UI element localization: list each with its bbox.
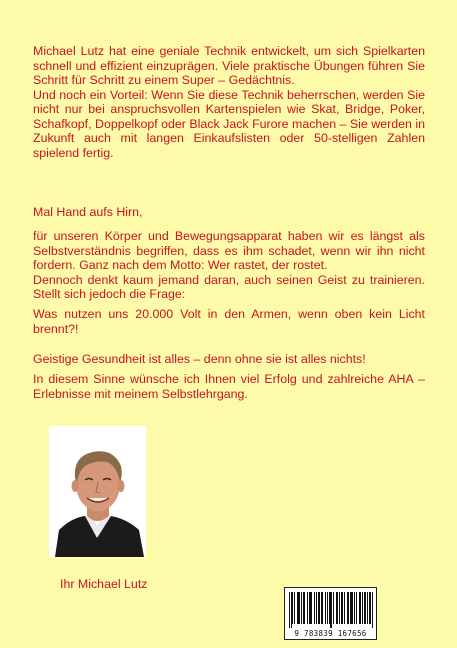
barcode-bar xyxy=(372,592,373,628)
barcode-bar xyxy=(344,592,345,624)
isbn-barcode xyxy=(284,587,377,640)
barcode-bar xyxy=(297,592,298,624)
barcode-bar xyxy=(294,592,295,624)
paragraph-health: Geistige Gesundheit ist alles – denn ohne sie ist alles nichts! xyxy=(33,352,366,366)
barcode-bar xyxy=(327,592,328,624)
barcode-bar xyxy=(291,592,292,628)
barcode-bar xyxy=(360,592,361,624)
barcode-bar xyxy=(342,592,343,624)
blurb-closing xyxy=(33,372,425,401)
barcode-bar xyxy=(369,592,370,624)
barcode-bar xyxy=(370,592,371,624)
barcode-bar xyxy=(359,592,360,624)
paragraph-volt: Was nutzen uns 20.000 Volt in den Armen, wenn oben kein Licht brennt?! xyxy=(33,307,425,336)
barcode-bar xyxy=(318,592,319,624)
barcode-bar xyxy=(301,592,302,624)
barcode-bar xyxy=(330,592,331,628)
barcode-bar xyxy=(311,592,312,624)
barcode-bar xyxy=(354,592,355,624)
barcode-bar xyxy=(337,592,338,624)
barcode-bar xyxy=(356,592,357,624)
barcode-bar xyxy=(336,592,337,624)
author-portrait-image xyxy=(49,426,146,557)
barcode-bar xyxy=(352,592,353,624)
barcode-bar xyxy=(310,592,311,624)
barcode-bar xyxy=(289,592,290,628)
barcode-bar xyxy=(333,592,334,624)
barcode-bar xyxy=(292,592,293,624)
blurb-quote xyxy=(33,307,425,336)
paragraph-advantage: Und noch ein Vorteil: Wenn Sie diese Technik beherrschen, werden Sie nicht nur bei anspruchsvollen Kartenspielen wie Skat, Bridge, Poker, Schafkopf, Doppelkopf oder Black Jack Furore machen – Sie werden in Zukunft auch mit langen Einkaufslisten oder 50-stelligen Zahlen spielend fertig. xyxy=(33,87,425,160)
barcode-bar xyxy=(319,592,320,624)
greeting xyxy=(33,205,425,220)
blurb-intro xyxy=(33,44,425,160)
blurb-body xyxy=(33,229,425,302)
barcode-bar xyxy=(347,592,348,624)
barcode-bar xyxy=(329,592,330,624)
barcode-bar xyxy=(325,592,326,624)
barcode-bar xyxy=(350,592,351,624)
barcode-bar xyxy=(348,592,349,624)
paragraph-technique: Michael Lutz hat eine geniale Technik entwickelt, um sich Spielkarten schnell und effizient einzuprägen. Viele praktische Übungen führen Sie Schritt für Schritt zu einem Super – Gedächtnis. xyxy=(33,44,425,87)
barcode-bar xyxy=(351,592,352,624)
barcode-bar xyxy=(298,592,299,624)
barcode-bar xyxy=(341,592,342,624)
barcode-bar xyxy=(339,592,340,624)
barcode-digits: 9 783839 167656 xyxy=(294,629,367,638)
barcode-bar xyxy=(367,592,368,624)
barcode-bar xyxy=(299,592,300,624)
barcode-bar xyxy=(309,592,310,624)
barcode-bar xyxy=(331,592,332,628)
barcode-bar xyxy=(364,592,365,624)
blurb-health xyxy=(33,352,425,367)
barcode-bar xyxy=(303,592,304,624)
paragraph-closing: In diesem Sinne wünsche ich Ihnen viel Erfolg und zahlreiche AHA – Erlebnisse mit meinem Selbstlehrgang. xyxy=(33,372,425,401)
paragraph-body: für unseren Körper und Bewegungsapparat haben wir es längst als Selbstverständnis begriffen, dass es ihm schadet, wenn wir ihn nicht fordern. Ganz nach dem Motto: Wer rastet, der rostet. xyxy=(33,229,425,272)
barcode-bar xyxy=(316,592,317,624)
barcode-bar xyxy=(322,592,323,624)
barcode-bar xyxy=(304,592,305,624)
author-signature: Ihr Michael Lutz xyxy=(60,577,148,591)
barcode-bar xyxy=(365,592,366,624)
paragraph-greeting: Mal Hand aufs Hirn, xyxy=(33,205,143,219)
barcode-bars xyxy=(289,592,374,628)
barcode-bar xyxy=(314,592,315,624)
barcode-bar xyxy=(321,592,322,624)
barcode-bar xyxy=(362,592,363,624)
barcode-bar xyxy=(307,592,308,624)
author-photo xyxy=(49,426,146,557)
paragraph-question: Dennoch denkt kaum jemand daran, auch seinen Geist zu trainieren. Stellt sich jedoch die Frage: xyxy=(33,272,425,301)
